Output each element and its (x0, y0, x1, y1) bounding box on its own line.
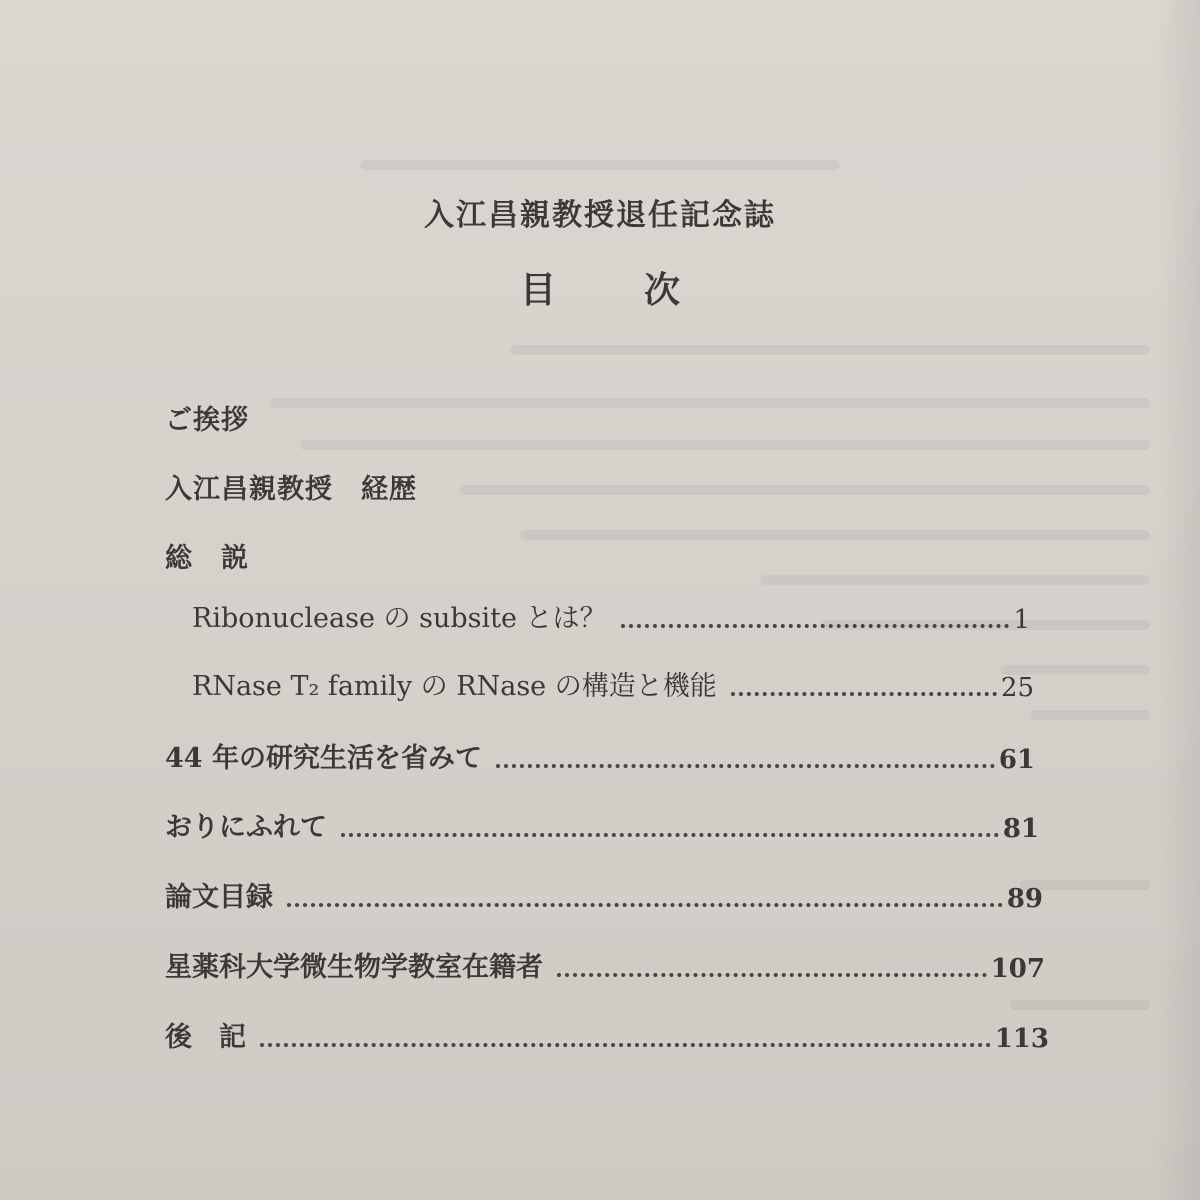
toc-entry-title: 44 年の研究生活を省みて (165, 743, 482, 774)
dot-leader (260, 1043, 991, 1047)
toc-section-greeting: ご挨拶 (165, 405, 249, 436)
toc-entry-title: おりにふれて (165, 812, 327, 843)
dot-leader (731, 692, 997, 696)
toc-heading (520, 262, 680, 313)
toc-entry-page: 107 (990, 954, 1045, 984)
toc-entry-page: 1 (1013, 605, 1030, 635)
toc-heading-char-1: 目 (520, 269, 557, 311)
toc-entry (165, 736, 1035, 775)
toc-entry-page: 81 (1002, 814, 1039, 844)
dot-leader (341, 833, 999, 837)
toc-entry (192, 596, 1030, 635)
toc-entry-page: 113 (994, 1024, 1049, 1054)
toc-entry-page: 61 (998, 745, 1035, 775)
toc-entry-title: RNase T₂ family の RNase の構造と機能 (192, 671, 717, 702)
toc-entry-page: 89 (1006, 884, 1043, 914)
toc-entry-title: Ribonuclease の subsite とは？ (192, 603, 607, 634)
toc-entry-page: 25 (1000, 673, 1034, 703)
toc-entry (165, 945, 1045, 984)
dot-leader (621, 624, 1010, 628)
toc-entry-title: 論文目録 (165, 882, 273, 913)
toc-entry (192, 664, 1034, 703)
dot-leader (557, 973, 987, 977)
toc-entry (165, 875, 1043, 914)
dot-leader (496, 764, 995, 768)
toc-entry-title: 星薬科大学微生物学教室在籍者 (165, 952, 543, 983)
toc-section-review: 総 説 (165, 543, 249, 574)
document-title: 入江昌親教授退任記念誌 (424, 198, 776, 233)
toc-section-career: 入江昌親教授 経歴 (165, 474, 417, 505)
toc-entry (165, 805, 1039, 844)
page-edge-shadow (1156, 0, 1200, 1200)
toc-entry (165, 1015, 1049, 1054)
dot-leader (287, 903, 1003, 907)
toc-entry-title: 後 記 (165, 1022, 246, 1053)
toc-heading-char-2: 次 (643, 269, 680, 311)
